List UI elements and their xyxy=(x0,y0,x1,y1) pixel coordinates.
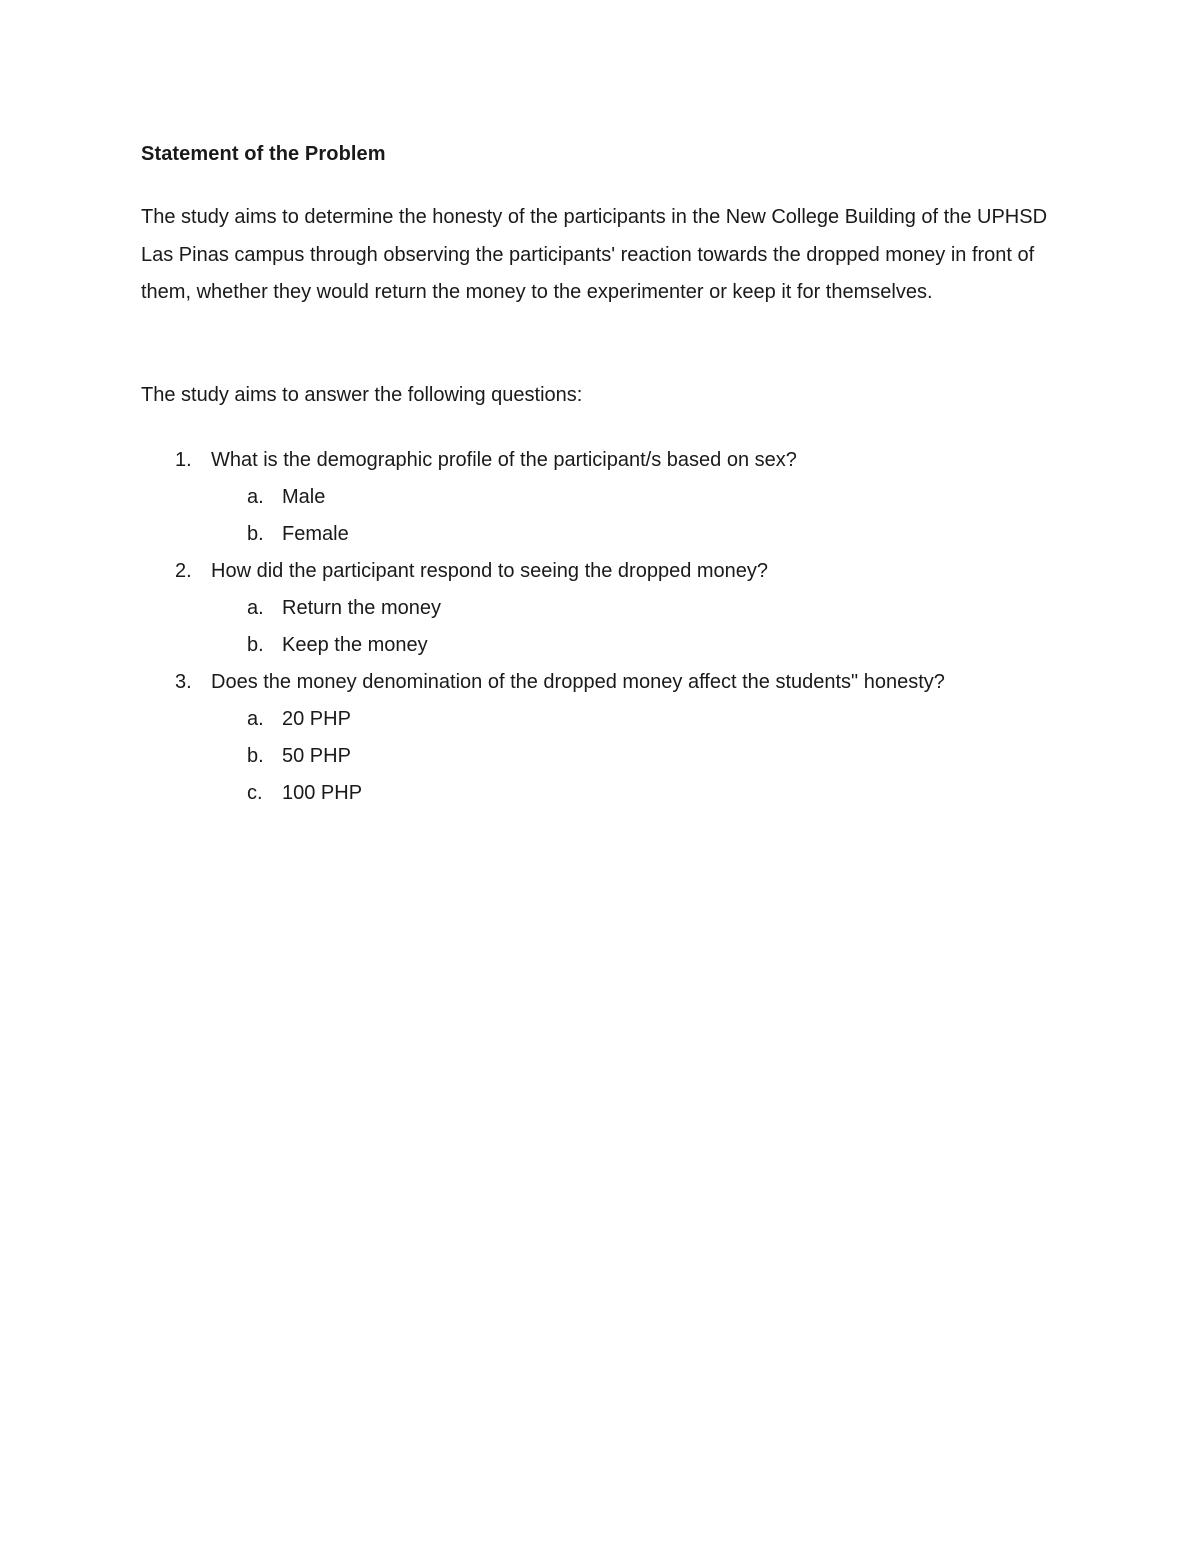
option-text: 100 PHP xyxy=(282,782,363,804)
option-letter: b. xyxy=(247,523,264,545)
option-list xyxy=(141,479,1081,553)
option-text: Return the money xyxy=(282,597,441,619)
question-item xyxy=(141,664,1081,812)
option-text: 20 PHP xyxy=(282,708,351,730)
option-item xyxy=(141,479,1081,516)
option-text: Keep the money xyxy=(282,634,428,656)
question-number: 3. xyxy=(175,671,192,693)
option-list xyxy=(141,590,1081,664)
option-item xyxy=(141,516,1081,553)
option-letter: a. xyxy=(247,597,264,619)
question-item xyxy=(141,553,1081,664)
option-letter: a. xyxy=(247,486,264,508)
question-text: Does the money denomination of the dropped money affect the students" honesty? xyxy=(211,671,945,693)
option-item xyxy=(141,627,1081,664)
question-number: 1. xyxy=(175,449,192,471)
questions-intro-paragraph: The study aims to answer the following questions: xyxy=(141,384,583,406)
option-list xyxy=(141,701,1081,812)
option-letter: a. xyxy=(247,708,264,730)
option-letter: b. xyxy=(247,745,264,767)
option-item xyxy=(141,701,1081,738)
option-item xyxy=(141,738,1081,775)
option-text: 50 PHP xyxy=(282,745,351,767)
option-text: Female xyxy=(282,523,349,545)
option-item xyxy=(141,775,1081,812)
question-text: How did the participant respond to seeing the dropped money? xyxy=(211,560,769,582)
question-text: What is the demographic profile of the participant/s based on sex? xyxy=(211,449,797,471)
option-item xyxy=(141,590,1081,627)
question-number: 2. xyxy=(175,560,192,582)
document-title: Statement of the Problem xyxy=(141,143,386,165)
option-letter: b. xyxy=(247,634,264,656)
option-text: Male xyxy=(282,486,326,508)
option-letter: c. xyxy=(247,782,263,804)
research-questions-list xyxy=(141,442,1081,812)
question-item xyxy=(141,442,1081,553)
intro-paragraph: The study aims to determine the honesty of the participants in the New College Building of the UPHSD Las Pinas campus through observing the participants' reaction towards the dropped money in front of them, whether they would return the money to the experimenter or keep it for themselves. xyxy=(141,206,1048,303)
